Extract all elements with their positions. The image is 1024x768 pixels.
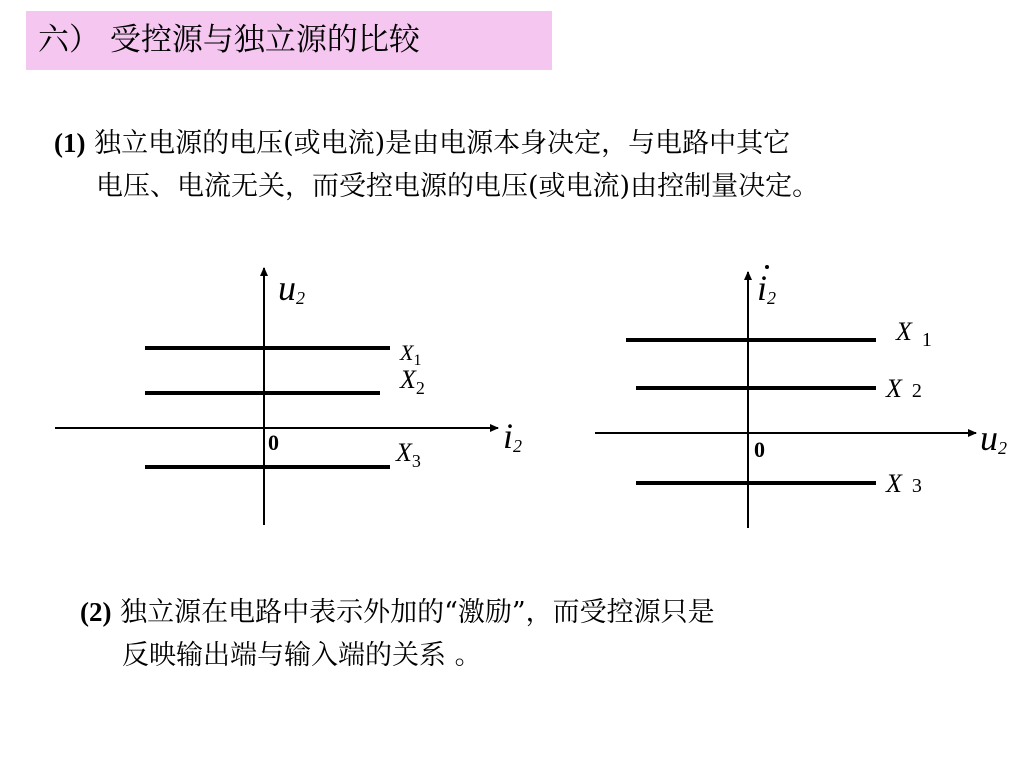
left-line-label-x2: $X_2$ bbox=[400, 365, 425, 398]
right-line-label-x2: X 2 bbox=[886, 374, 922, 403]
right-x-axis-label: u2 bbox=[980, 418, 1007, 458]
point-1-line-2: 电压、电流无关，而受控电源的电压(或电流)由控制量决定。 bbox=[96, 171, 820, 202]
left-x-axis-label: i2 bbox=[503, 416, 523, 456]
left-y-axis-label: u2 bbox=[278, 268, 305, 308]
point-2-text-1: 独立源在电路中表示外加的“激励”，而受控源只是 bbox=[120, 597, 715, 628]
point-2-line-2: 反映输出端与输入端的关系 。 bbox=[122, 640, 482, 671]
point-2-line-1 bbox=[80, 590, 715, 635]
slide-title: 六） 受控源与独立源的比较 bbox=[26, 11, 552, 70]
point-1-text-1: 独立电源的电压(或电流)是由电源本身决定，与电路中其它 bbox=[94, 128, 791, 159]
right-line-label-x1: X $_1$ bbox=[896, 317, 932, 351]
right-line-label-x3: X 3 bbox=[886, 469, 922, 498]
diagram-left bbox=[55, 268, 522, 525]
right-y-axis-label: i2 bbox=[757, 268, 777, 308]
left-line-label-x1: $X_1$ bbox=[400, 340, 422, 369]
diagram-right bbox=[595, 265, 1007, 528]
left-line-label-x3: $X_3$ bbox=[396, 438, 421, 471]
right-origin-label: 0 bbox=[754, 437, 765, 462]
point-2-number: (2) bbox=[80, 597, 112, 627]
point-1-number: (1) bbox=[54, 128, 86, 158]
left-origin-label: 0 bbox=[268, 430, 279, 455]
